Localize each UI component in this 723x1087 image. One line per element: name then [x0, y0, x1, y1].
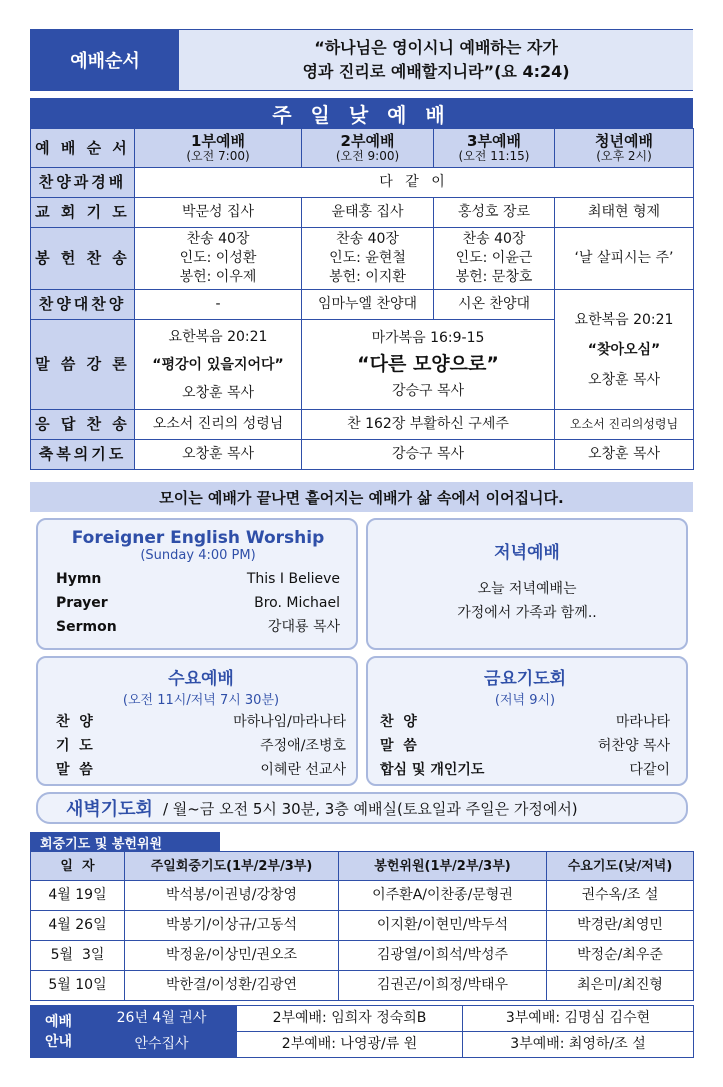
table-row: [31, 941, 694, 971]
evening-worship-box: [366, 518, 688, 650]
cell-prayer: 박봉기/이상규/고동석: [125, 911, 339, 941]
praise-value: 다 같 이: [135, 168, 694, 198]
offering-row: [31, 228, 694, 290]
notice-r2-b: 3부예배: 최영하/조 설: [463, 1032, 694, 1058]
wednesday-item: 찬 양 마하나임/마라나타: [56, 714, 346, 730]
blessing-row: [31, 440, 694, 470]
service-youth: 청년예배 (오후 2시): [555, 129, 694, 168]
service-2: 2부예배 (오전 9:00): [302, 129, 434, 168]
evening-line-1: 오늘 저녁예배는: [477, 581, 577, 597]
header-tag: 예배순서: [31, 30, 179, 90]
table-row: [31, 971, 694, 1001]
table-row: [31, 911, 694, 941]
prayer-2: 윤태홍 집사: [302, 198, 434, 228]
response-2: 찬 162장 부활하신 구세주: [302, 410, 555, 440]
dawn-title: 새벽기도회: [66, 799, 153, 820]
sermon-2: 마가복음 16:9-15 “다른 모양으로” 강승구 목사: [302, 320, 555, 410]
blessing-1: 오창훈 목사: [135, 440, 302, 470]
response-label: 응 답 찬 송: [31, 410, 135, 440]
foreigner-time: (Sunday 4:00 PM): [140, 548, 256, 563]
prayer-label: 교 회 기 도: [31, 198, 135, 228]
order-label: 예 배 순 서: [31, 129, 135, 168]
notice-sub-1: 26년 4월 권사: [87, 1006, 237, 1032]
cell-offering: 김광열/이희석/박성주: [339, 941, 547, 971]
foreigner-item: Prayer Bro. Michael: [56, 595, 340, 611]
choir-label: 찬양대찬양: [31, 290, 135, 320]
cell-date: 5월 10일: [31, 971, 125, 1001]
cell-prayer: 박정윤/이상민/권오조: [125, 941, 339, 971]
worship-notice-table: [30, 1005, 694, 1058]
committee-table: [30, 851, 694, 1001]
wednesday-time: (오전 11시/저녁 7시 30분): [122, 693, 280, 708]
prayer-3: 홍성호 장로: [434, 198, 555, 228]
dawn-prayer-banner: [36, 792, 688, 824]
notice-r1-b: 3부예배: 김명심 김수현: [463, 1006, 694, 1032]
cell-wed-prayer: 박경란/최영민: [547, 911, 694, 941]
friday-title: 금요기도회: [483, 669, 567, 689]
response-youth: 오소서 진리의성령님: [555, 410, 694, 440]
col-wed-prayer: 수요기도(낮/저녁): [547, 852, 694, 881]
choir-3: 시온 찬양대: [434, 290, 555, 320]
evening-line-2: 가정에서 가족과 함께..: [457, 605, 597, 621]
notice-row: [31, 1032, 694, 1058]
offering-1: 찬송 40장 인도: 이성환 봉헌: 이우제: [135, 228, 302, 290]
cell-date: 5월 3일: [31, 941, 125, 971]
cell-wed-prayer: 권수옥/조 설: [547, 881, 694, 911]
header-banner: [30, 29, 693, 91]
praise-label: 찬양과경배: [31, 168, 135, 198]
cell-offering: 김권곤/이희정/박태우: [339, 971, 547, 1001]
friday-item: 합심 및 개인기도 다같이: [380, 762, 670, 778]
response-row: [31, 410, 694, 440]
foreigner-item: Sermon 강대룡 목사: [56, 619, 340, 635]
cell-wed-prayer: 최은미/최진형: [547, 971, 694, 1001]
prayer-youth: 최태현 형제: [555, 198, 694, 228]
offering-2: 찬송 40장 인도: 윤현철 봉헌: 이지환: [302, 228, 434, 290]
foreigner-worship-box: [36, 518, 358, 650]
dawn-detail: / 월~금 오전 5시 30분, 3층 예배실(토요일과 주일은 가정에서): [162, 799, 578, 818]
cell-prayer: 박한결/이성환/김광연: [125, 971, 339, 1001]
sermon-1: 요한복음 20:21 “평강이 있을지어다” 오창훈 목사: [135, 320, 302, 410]
sunday-worship-title: 주 일 낮 예 배: [30, 98, 693, 128]
sermon-label: 말 씀 강 론: [31, 320, 135, 410]
cell-date: 4월 26일: [31, 911, 125, 941]
wednesday-title: 수요예배: [168, 669, 234, 689]
wednesday-worship-box: [36, 656, 358, 786]
quote-line-2: 영과 진리로 예배할지니라”(요 4:24): [302, 62, 570, 81]
friday-time: (저녁 9시): [494, 693, 556, 708]
wednesday-item: 말 씀 이혜란 선교사: [56, 762, 346, 778]
blessing-label: 축복의기도: [31, 440, 135, 470]
friday-prayer-box: [366, 656, 688, 786]
response-1: 오소서 진리의 성령님: [135, 410, 302, 440]
sunday-order-table: [30, 128, 694, 470]
notice-label: 예배 안내: [31, 1006, 87, 1058]
table-header-row: [31, 129, 694, 168]
foreigner-title: Foreigner English Worship: [71, 528, 325, 548]
quote-line-1: “하나님은 영이시니 예배하는 자가: [314, 38, 558, 57]
cell-wed-prayer: 박정순/최우준: [547, 941, 694, 971]
evening-title: 저녁예배: [494, 543, 560, 563]
cell-offering: 이지환/이현민/박두석: [339, 911, 547, 941]
col-prayer: 주일회중기도(1부/2부/3부): [125, 852, 339, 881]
notice-r1-a: 2부예배: 임희자 정숙희B: [237, 1006, 463, 1032]
col-date: 일 자: [31, 852, 125, 881]
blessing-youth: 오창훈 목사: [555, 440, 694, 470]
service-1: 1부예배 (오전 7:00): [135, 129, 302, 168]
choir-2: 임마누엘 찬양대: [302, 290, 434, 320]
foreigner-item: Hymn This I Believe: [56, 571, 340, 587]
prayer-1: 박문성 집사: [135, 198, 302, 228]
offering-label: 봉 헌 찬 송: [31, 228, 135, 290]
notice-row: [31, 1006, 694, 1032]
offering-youth: ‘날 살피시는 주’: [555, 228, 694, 290]
friday-item: 찬 양 마라나타: [380, 714, 670, 730]
friday-item: 말 씀 허찬양 목사: [380, 738, 670, 754]
service-3: 3부예배 (오전 11:15): [434, 129, 555, 168]
header-quote: [179, 30, 693, 90]
cell-prayer: 박석봉/이권녕/강창영: [125, 881, 339, 911]
cell-offering: 이주환A/이찬종/문형권: [339, 881, 547, 911]
choir-1: -: [135, 290, 302, 320]
choir-row: [31, 290, 694, 320]
offering-3: 찬송 40장 인도: 이윤근 봉헌: 문창호: [434, 228, 555, 290]
col-offering: 봉헌위원(1부/2부/3부): [339, 852, 547, 881]
blessing-2: 강승구 목사: [302, 440, 555, 470]
notice-r2-a: 2부예배: 나영광/류 원: [237, 1032, 463, 1058]
committee-header-row: [31, 852, 694, 881]
table-row: [31, 881, 694, 911]
committee-tab: 회중기도 및 봉헌위원: [30, 832, 220, 852]
prayer-row: [31, 198, 694, 228]
motto-banner: 모이는 예배가 끝나면 흩어지는 예배가 삶 속에서 이어집니다.: [30, 482, 693, 512]
sermon-youth: 요한복음 20:21 “찾아오심” 오창훈 목사: [555, 290, 694, 410]
praise-row: [31, 168, 694, 198]
wednesday-item: 기 도 주정애/조병호: [56, 738, 346, 754]
notice-sub-2: 안수집사: [87, 1032, 237, 1058]
cell-date: 4월 19일: [31, 881, 125, 911]
